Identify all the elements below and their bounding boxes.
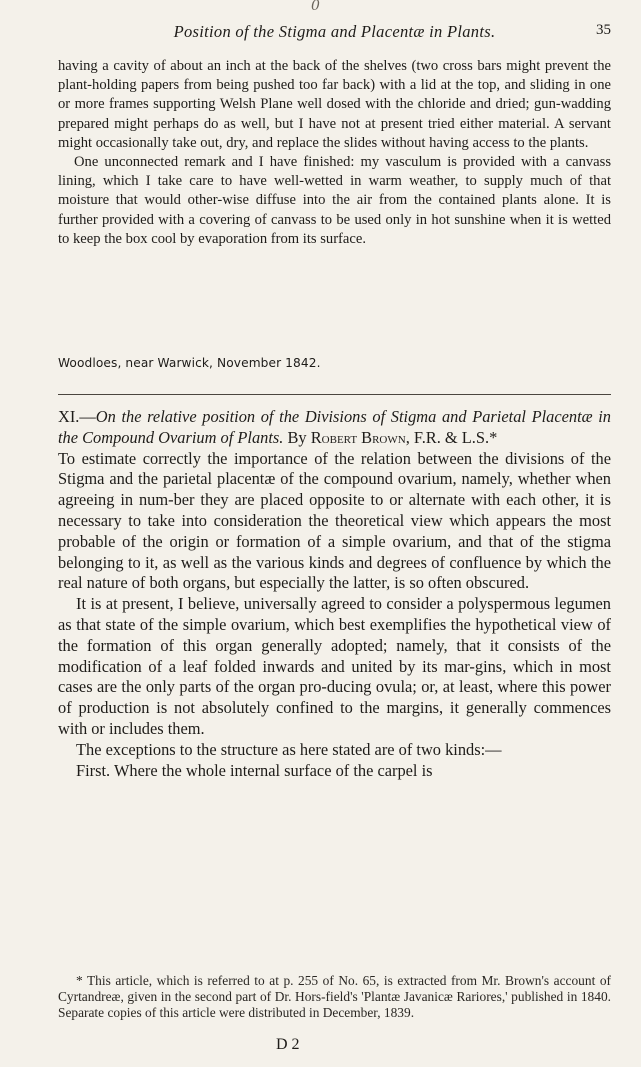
preceding-paragraph: having a cavity of about an inch at the back of the shelves (two cross bars might prevent the plant-holding papers from being pushed too far back) with a lid at the top, and sliding in one or more frames supporting Welsh Plane well dosed with the chloride and dried; gun-wadding prepared might perhaps do as well, but I have not at present tried either material. A servant might occasionally take out, dry, and replace the slides without having access to the plants. — [58, 58, 611, 151]
article-xi — [58, 407, 611, 781]
article-paragraph: To estimate correctly the importance of the relation between the divisions of the Stigma and the parietal placentæ of the compound ovarium, namely, whether when agreeing in num-ber they are placed opposite to or alternate with each other, it is necessary to take into consideration the theoretical view which appears the most probable of the origin or formation of a simple ovarium, and that of the stigma belonging to it, as well as the various kinds and degrees of confluence by which the real nature of both organs, but especially the latter, is so often obscured. — [58, 448, 611, 593]
article-title: On the relative position of the Divisions of Stigma and Parietal Placentæ in the Compound Ovarium of Plants. — [58, 407, 611, 447]
section-divider — [58, 394, 611, 395]
article-paragraph: First. Where the whole internal surface of the carpel is — [76, 760, 433, 780]
page-number: 35 — [596, 22, 611, 38]
preceding-paragraph: One unconnected remark and I have finished: my vasculum is provided with a canvass lining, which I take care to have well-wetted in warm weather, to supply much of that moisture that would other-wise diffuse into the air from the contained plants alone. It is further provided with a covering of canvass to be used only in hot sunshine when it is wetted to keep the box cool by evaporation from its surface. — [58, 154, 611, 247]
article-title-dash: — — [79, 407, 96, 426]
footnote-text: * This article, which is referred to at p. 255 of No. 65, is extracted from Mr. Brown's account of Cyrtandreæ, given in the second part of Dr. Hors-field's 'Plantæ Javanicæ Rariores,' published in 1840. Separate copies of this article were distributed in December, 1839. — [58, 973, 611, 1020]
article-paragraph: The exceptions to the structure as here stated are of two kinds:— — [76, 739, 502, 759]
article-by: By — [287, 427, 307, 447]
article-credentials: , F.R. & L.S.* — [405, 427, 498, 447]
article-number: XI. — [58, 407, 80, 426]
article-author: Robert Brown — [310, 427, 406, 447]
preceding-article-text — [58, 57, 611, 249]
preceding-article-signoff: Woodloes, near Warwick, November 1842. — [58, 356, 321, 370]
footnote — [58, 973, 611, 1020]
article-paragraph: It is at present, I believe, universally agreed to consider a polyspermous legumen as that state of the simple ovarium, which best exemplifies the hypothetical view of the formation of this organ generally adopted; namely, that it consists of the modification of a leaf folded inwards and united by its mar-gins, which in most cases are the only parts of the organ pro-ducing ovula; or, at least, where this power of production is not absolutely confined to the margins, it generally commences with or includes them. — [58, 594, 611, 738]
page-corner-mark: 0 — [311, 0, 320, 14]
article-heading — [58, 407, 611, 449]
signature-mark: D 2 — [276, 1036, 300, 1053]
running-head: Position of the Stigma and Placentæ in Plants. — [173, 22, 496, 41]
